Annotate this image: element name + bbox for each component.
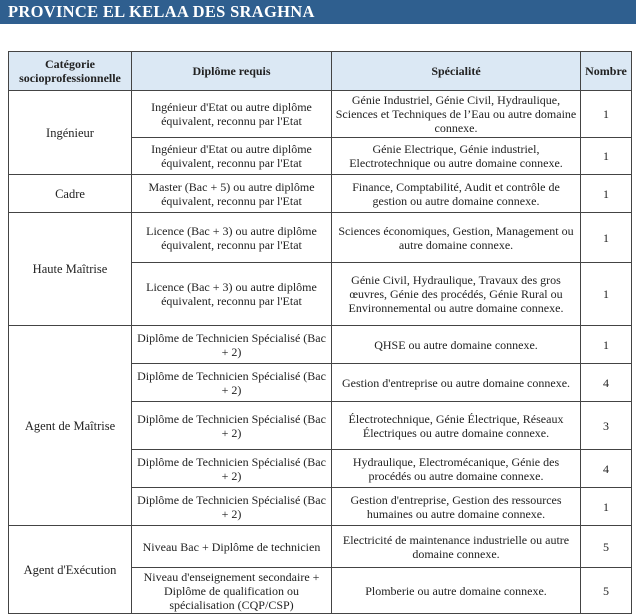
table-row: [9, 213, 632, 263]
nombre-cell: 4: [581, 450, 632, 488]
table-row: [9, 91, 632, 138]
category-cell: Cadre: [9, 175, 132, 213]
nombre-cell: 1: [581, 91, 632, 138]
category-cell: Ingénieur: [9, 91, 132, 175]
nombre-cell: 1: [581, 213, 632, 263]
nombre-cell: 3: [581, 402, 632, 450]
recruitment-table: [8, 51, 632, 614]
specialite-cell: Électrotechnique, Génie Électrique, Réseaux Électriques ou autre domaine connexe.: [332, 402, 581, 450]
header-categorie: Catégorie socioprofessionnelle: [9, 52, 132, 91]
nombre-cell: 1: [581, 175, 632, 213]
diplome-cell: Ingénieur d'Etat ou autre diplôme équivalent, reconnu par l'Etat: [132, 91, 332, 138]
specialite-cell: Electricité de maintenance industrielle ou autre domaine connexe.: [332, 526, 581, 568]
page-title: PROVINCE EL KELAA DES SRAGHNA: [8, 2, 315, 21]
header-diplome: Diplôme requis: [132, 52, 332, 91]
nombre-cell: 1: [581, 263, 632, 326]
specialite-cell: Hydraulique, Electromécanique, Génie des procédés ou autre domaine connexe.: [332, 450, 581, 488]
diplome-cell: Diplôme de Technicien Spécialisé (Bac + 2): [132, 450, 332, 488]
specialite-cell: Gestion d'entreprise, Gestion des ressources humaines ou autre domaine connexe.: [332, 488, 581, 526]
title-banner: [0, 0, 636, 24]
nombre-cell: 1: [581, 138, 632, 175]
specialite-cell: Plomberie ou autre domaine connexe.: [332, 568, 581, 614]
diplome-cell: Diplôme de Technicien Spécialisé (Bac + 2): [132, 364, 332, 402]
header-nombre: Nombre: [581, 52, 632, 91]
diplome-cell: Niveau Bac + Diplôme de technicien: [132, 526, 332, 568]
specialite-cell: Génie Electrique, Génie industriel, Electrotechnique ou autre domaine connexe.: [332, 138, 581, 175]
specialite-cell: Gestion d'entreprise ou autre domaine connexe.: [332, 364, 581, 402]
diplome-cell: Licence (Bac + 3) ou autre diplôme équivalent, reconnu par l'Etat: [132, 213, 332, 263]
nombre-cell: 1: [581, 326, 632, 364]
nombre-cell: 4: [581, 364, 632, 402]
diplome-cell: Diplôme de Technicien Spécialisé (Bac + 2): [132, 402, 332, 450]
table-row: [9, 175, 632, 213]
nombre-cell: 1: [581, 488, 632, 526]
nombre-cell: 5: [581, 526, 632, 568]
nombre-cell: 5: [581, 568, 632, 614]
specialite-cell: QHSE ou autre domaine connexe.: [332, 326, 581, 364]
table-row: [9, 326, 632, 364]
diplome-cell: Ingénieur d'Etat ou autre diplôme équivalent, reconnu par l'Etat: [132, 138, 332, 175]
diplome-cell: Diplôme de Technicien Spécialisé (Bac + 2): [132, 488, 332, 526]
category-cell: Haute Maîtrise: [9, 213, 132, 326]
table-header-row: [9, 52, 632, 91]
diplome-cell: Niveau d'enseignement secondaire + Diplôme de qualification ou spécialisation (CQP/CSP): [132, 568, 332, 614]
specialite-cell: Finance, Comptabilité, Audit et contrôle de gestion ou autre domaine connexe.: [332, 175, 581, 213]
header-specialite: Spécialité: [332, 52, 581, 91]
specialite-cell: Sciences économiques, Gestion, Management ou autre domaine connexe.: [332, 213, 581, 263]
category-cell: Agent de Maîtrise: [9, 326, 132, 526]
diplome-cell: Licence (Bac + 3) ou autre diplôme équivalent, reconnu par l'Etat: [132, 263, 332, 326]
diplome-cell: Master (Bac + 5) ou autre diplôme équivalent, reconnu par l'Etat: [132, 175, 332, 213]
category-cell: Agent d'Exécution: [9, 526, 132, 614]
specialite-cell: Génie Civil, Hydraulique, Travaux des gros œuvres, Génie des procédés, Génie Rural ou Environnemental ou autre domaine connexe.: [332, 263, 581, 326]
table-row: [9, 526, 632, 568]
specialite-cell: Génie Industriel, Génie Civil, Hydraulique, Sciences et Techniques de l’Eau ou autre domaine connexe.: [332, 91, 581, 138]
diplome-cell: Diplôme de Technicien Spécialisé (Bac + 2): [132, 326, 332, 364]
